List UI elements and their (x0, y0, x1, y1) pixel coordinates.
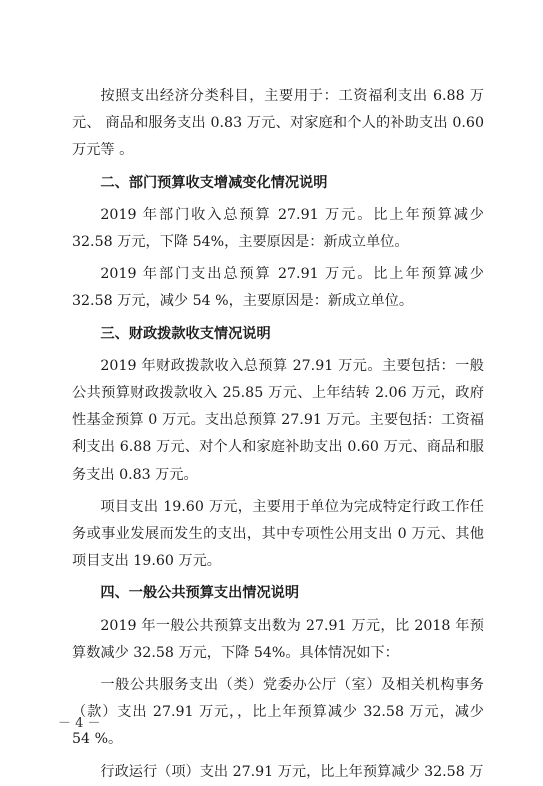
document-body (72, 83, 484, 786)
paragraph-fiscal-appropriation: 2019 年财政拨款收入总预算 27.91 万元。主要包括：一般公共预算财政拨款收入 25.85 万元、上年结转 2.06 万元，政府性基金预算 0 万元。支出总预算 27.91 万元。主要包括：工资福利支出 6.88 万元、对个人和家庭补助支出 0.60 万元、商品和服务支出 0.83 万元。 (72, 357, 484, 483)
paragraph-administrative-operation: 行政运行（项）支出 27.91 万元，比上年预算减少 32.58 万 (100, 763, 484, 780)
paragraph-general-budget: 2019 年一般公共预算支出数为 27.91 万元，比 2018 年预算数减少 32.58 万元，下降 54%。具体情况如下： (72, 617, 484, 661)
page-number: － 4 － (58, 716, 101, 731)
section-heading-3: 三、财政拨款收支情况说明 (100, 325, 271, 342)
paragraph-income-budget: 2019 年部门收入总预算 27.91 万元。比上年预算减少 32.58 万元，下降 54%，主要原因是：新成立单位。 (72, 206, 484, 251)
paragraph-expense-budget: 2019 年部门支出总预算 27.91 万元。比上年预算减少 32.58 万元，减少 54 %，主要原因是：新成立单位。 (72, 266, 484, 310)
paragraph-public-service-expenditure: 一般公共服务支出（类）党委办公厅（室）及相关机构事务（款）支出 27.91 万元，，比上年预算减少 32.58 万元，减少 54 %。 (72, 677, 484, 748)
paragraph-project-expenditure: 项目支出 19.60 万元，主要用于单位为完成特定行政工作任务或事业发展而发生的支出，其中专项性公用支出 0 万元、其他项目支出 19.60 万元。 (72, 498, 484, 570)
paragraph-expenditure-classification: 按照支出经济分类科目，主要用于：工资福利支出 6.88 万元、 商品和服务支出 0.83 万元、对家庭和个人的补助支出 0.60 万元等 。 (72, 88, 484, 159)
section-heading-4: 四、一般公共预算支出情况说明 (100, 585, 300, 602)
section-heading-2: 二、部门预算收支增减变化情况说明 (100, 174, 328, 191)
